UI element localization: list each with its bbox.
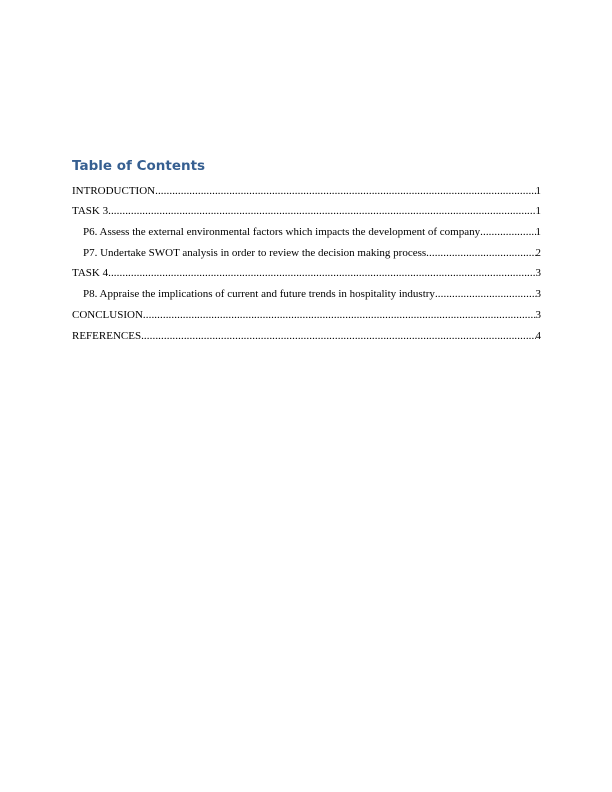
- toc-entry-introduction[interactable]: [72, 176, 541, 197]
- toc-entry-task-4[interactable]: [72, 259, 541, 280]
- toc-entry-label: P8. Appraise the implications of current and future trends in hospitality industry: [83, 288, 435, 301]
- toc-dot-leader: [108, 204, 535, 217]
- toc-entry-label: P6. Assess the external environmental factors which impacts the development of company: [83, 226, 481, 239]
- toc-dot-leader: [480, 225, 535, 238]
- toc-dot-leader: [108, 266, 535, 279]
- toc-entry-conclusion[interactable]: [72, 300, 541, 321]
- table-of-contents: [72, 156, 541, 342]
- toc-entry-references[interactable]: [72, 321, 541, 342]
- toc-page-number: 1: [535, 184, 541, 197]
- toc-page-number: 3: [535, 288, 541, 301]
- toc-page-number: 3: [535, 308, 541, 321]
- toc-page-number: 1: [535, 205, 541, 218]
- toc-dot-leader: [143, 308, 536, 321]
- toc-entry-label: TASK 3: [72, 205, 109, 218]
- toc-dot-leader: [141, 329, 535, 342]
- toc-entry-label: CONCLUSION: [72, 308, 143, 321]
- toc-entry-label: P7. Undertake SWOT analysis in order to review the decision making process: [83, 246, 427, 259]
- toc-entry-label: INTRODUCTION: [72, 184, 156, 197]
- toc-dot-leader: [435, 287, 536, 300]
- toc-entry-label: REFERENCES: [72, 329, 142, 342]
- toc-page-number: 3: [535, 267, 541, 280]
- toc-dot-leader: [155, 184, 535, 197]
- toc-entry-task-3[interactable]: [72, 197, 541, 218]
- toc-page-number: 4: [535, 329, 541, 342]
- toc-entry-p7[interactable]: [72, 238, 541, 259]
- toc-entry-label: TASK 4: [72, 267, 109, 280]
- toc-page-number: 2: [535, 246, 541, 259]
- toc-page-number: 1: [535, 226, 541, 239]
- toc-title: Table of Contents: [72, 158, 206, 174]
- toc-entry-p8[interactable]: [72, 279, 541, 300]
- toc-dot-leader: [426, 246, 535, 259]
- toc-entry-p6[interactable]: [72, 217, 541, 238]
